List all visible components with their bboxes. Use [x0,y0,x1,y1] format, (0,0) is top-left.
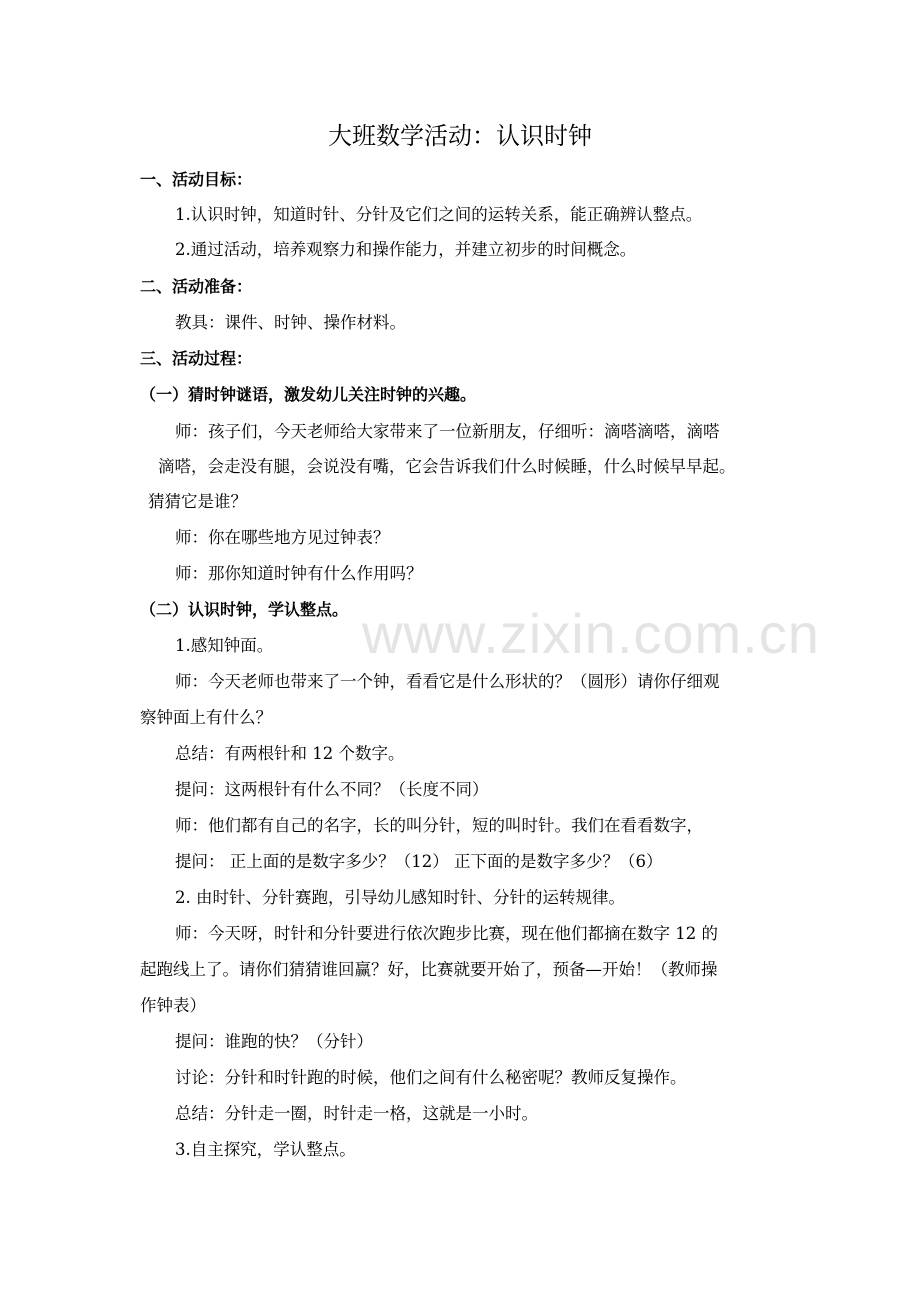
section-heading-preparation: 二、活动准备： [140,277,253,296]
paragraph: 师：今天呀，时针和分针要进行依次跑步比赛，现在他们都摘在数字 12 的 [175,924,718,943]
watermark: www.zixin.com.cn [362,602,820,665]
page-title: 大班数学活动：认识时钟 [328,122,592,150]
paragraph: 师：他们都有自己的名字，长的叫分针，短的叫时针。我们在看看数字， [175,816,703,835]
paragraph: 总结：有两根针和 12 个数字。 [175,744,405,763]
section-heading-goals: 一、活动目标： [140,170,253,189]
paragraph: 师：今天老师也带来了一个钟，看看它是什么形状的？（圆形）请你仔细观 [175,672,720,691]
paragraph: 察钟面上有什么？ [140,708,272,727]
paragraph: 提问：谁跑的快？（分针） [175,1032,373,1051]
subsection-heading-riddle: （一）猜时钟谜语，激发幼儿关注时钟的兴趣。 [140,385,477,404]
paragraph: 起跑线上了。请你们猜猜谁回赢？好，比赛就要开始了，预备—开始！（教师操 [140,960,718,979]
paragraph: 师：那你知道时钟有什么作用吗？ [175,564,423,583]
paragraph: 2.通过活动，培养观察力和操作能力，并建立初步的时间概念。 [175,240,637,259]
paragraph: 教具：课件、时钟、操作材料。 [175,313,406,332]
paragraph: 3.自主探究，学认整点。 [175,1140,356,1159]
paragraph: 1.感知钟面。 [175,636,274,655]
paragraph: 师：孩子们，今天老师给大家带来了一位新朋友，仔细听：滴嗒滴嗒，滴嗒 [175,422,720,441]
paragraph: 师：你在哪些地方见过钟表？ [175,528,390,547]
paragraph: 提问：这两根针有什么不同？（长度不同） [175,780,489,799]
paragraph: 滴嗒，会走没有腿，会说没有嘴，它会告诉我们什么时候睡，什么时候早早起。 [158,457,736,476]
paragraph: 讨论：分针和时针跑的时候，他们之间有什么秘密呢？教师反复操作。 [175,1068,687,1087]
section-heading-process: 三、活动过程： [140,349,253,368]
subsection-heading-recognize: （二）认识时钟，学认整点。 [140,600,349,619]
paragraph: 猜猜它是谁？ [148,492,247,511]
paragraph: 作钟表） [140,996,206,1015]
paragraph: 提问： 正上面的是数字多少？（12） 正下面的是数字多少？（6） [175,852,663,871]
paragraph: 2. 由时针、分针赛跑，引导幼儿感知时针、分针的运转规律。 [175,888,625,907]
paragraph: 1.认识时钟，知道时针、分针及它们之间的运转关系，能正确辨认整点。 [175,205,703,224]
paragraph: 总结：分针走一圈，时针走一格，这就是一小时。 [175,1104,538,1123]
